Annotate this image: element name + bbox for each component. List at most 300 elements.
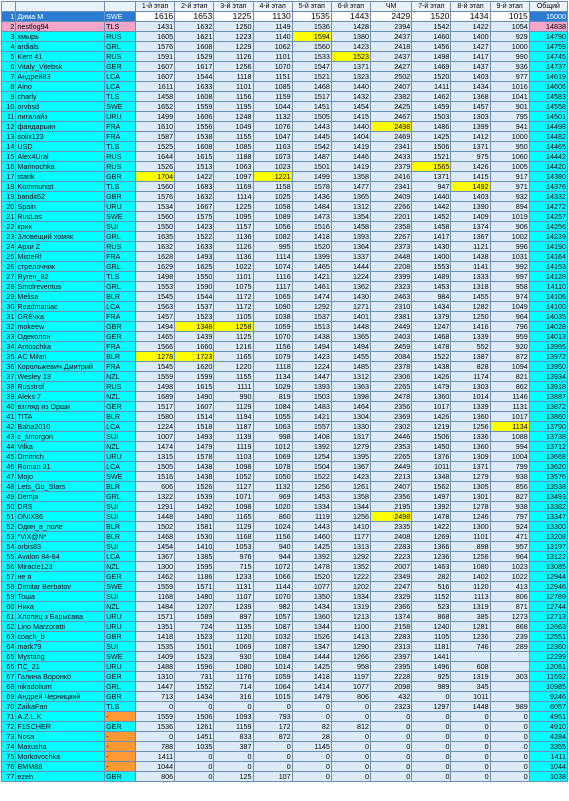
stage-score-cell: 1505: [292, 112, 331, 122]
rank-cell: 77: [2, 772, 16, 782]
stage-score-cell: 940: [253, 542, 292, 552]
total-score-cell: 12946: [529, 582, 567, 592]
stage-score-cell: 1256: [451, 422, 490, 432]
stage-score-cell: 1371: [331, 62, 370, 72]
player-name-cell: MisteR!: [16, 252, 105, 262]
stage-score-cell: 1025: [253, 192, 292, 202]
stage-score-cell: 1035: [175, 742, 214, 752]
stage-score-cell: 1535: [292, 12, 331, 22]
stage-score-cell: 2397: [371, 652, 412, 662]
rank-cell: 8: [2, 82, 16, 92]
stage-score-cell: 1447: [292, 372, 331, 382]
stage-score-cell: 1278: [136, 352, 175, 362]
stage-score-cell: 1060: [490, 152, 529, 162]
stage-score-cell: 868: [412, 612, 451, 622]
stage-score-cell: 1097: [214, 172, 253, 182]
stage-score-cell: 1221: [253, 172, 292, 182]
table-row: [2, 212, 568, 222]
stage-score-cell: 1553: [412, 262, 451, 272]
country-cell: URU: [105, 452, 136, 462]
total-score-cell: 13347: [529, 512, 567, 522]
stage-score-cell: 1479: [412, 382, 451, 392]
player-name-cell: Dmitrich: [16, 452, 105, 462]
stage-score-cell: 1499: [136, 112, 175, 122]
stage-score-cell: 1015: [253, 692, 292, 702]
stage-score-cell: 1344: [292, 622, 331, 632]
stage-score-cell: 1550: [175, 272, 214, 282]
stage-score-cell: 1247: [412, 322, 451, 332]
stage-score-cell: 1452: [412, 212, 451, 222]
stage-score-cell: 1496: [412, 662, 451, 672]
stage-score-cell: 1451: [175, 732, 214, 742]
stage-score-cell: 1354: [331, 212, 370, 222]
column-header: 8-й этап: [451, 2, 490, 12]
stage-score-cell: 1608: [175, 42, 214, 52]
total-score-cell: 14332: [529, 192, 567, 202]
player-name-cell: Mojo: [16, 472, 105, 482]
stage-score-cell: 1478: [292, 562, 331, 572]
stage-score-cell: 1565: [412, 162, 451, 172]
total-score-cell: 13995: [529, 342, 567, 352]
stage-score-cell: 1250: [451, 312, 490, 322]
total-score-cell: 14745: [529, 52, 567, 62]
stage-score-cell: 0: [412, 742, 451, 752]
stage-score-cell: 1443: [292, 122, 331, 132]
stage-score-cell: 1423: [175, 222, 214, 232]
stage-score-cell: 1132: [253, 112, 292, 122]
total-score-cell: 14190: [529, 242, 567, 252]
stage-score-cell: 1427: [451, 42, 490, 52]
country-cell: BLR: [105, 412, 136, 422]
table-row: [2, 422, 568, 432]
stage-score-cell: 1400: [451, 32, 490, 42]
stage-score-cell: 1441: [412, 652, 451, 662]
stage-score-cell: 0: [253, 742, 292, 752]
stage-score-cell: 1177: [331, 532, 370, 542]
total-score-cell: 12299: [529, 652, 567, 662]
stage-score-cell: 938: [490, 472, 529, 482]
stage-score-cell: 1430: [331, 292, 370, 302]
table-row: [2, 102, 568, 112]
stage-score-cell: 1002: [490, 232, 529, 242]
rank-cell: 25: [2, 252, 16, 262]
table-row: [2, 32, 568, 42]
stage-score-cell: 1446: [331, 152, 370, 162]
stage-score-cell: 0: [451, 772, 490, 782]
stage-score-cell: 992: [490, 262, 529, 272]
stage-score-cell: [490, 662, 529, 672]
country-cell: SWE: [105, 652, 136, 662]
stage-score-cell: 1292: [292, 302, 331, 312]
stage-score-cell: 2449: [371, 322, 412, 332]
rank-cell: 37: [2, 372, 16, 382]
country-cell: URU: [105, 612, 136, 622]
stage-score-cell: 1477: [331, 182, 370, 192]
stage-score-cell: 1488: [136, 662, 175, 672]
player-name-cell: mark79: [16, 642, 105, 652]
rank-cell: 69: [2, 692, 16, 702]
stage-score-cell: 1348: [175, 322, 214, 332]
country-cell: GRL: [105, 282, 136, 292]
country-cell: TLS: [105, 92, 136, 102]
stage-score-cell: 1434: [451, 82, 490, 92]
country-cell: TLS: [105, 22, 136, 32]
total-score-cell: 9246: [529, 692, 567, 702]
stage-score-cell: 1599: [175, 372, 214, 382]
stage-score-cell: 1683: [175, 182, 214, 192]
stage-score-cell: 2302: [371, 422, 412, 432]
stage-score-cell: 2349: [371, 572, 412, 582]
stage-score-cell: 1151: [253, 72, 292, 82]
stage-score-cell: 1489: [412, 272, 451, 282]
stage-score-cell: 1041: [490, 92, 529, 102]
total-score-cell: 13738: [529, 432, 567, 442]
stage-score-cell: 1410: [331, 522, 370, 532]
stage-score-cell: 1560: [136, 182, 175, 192]
stage-score-cell: 2306: [371, 372, 412, 382]
stage-score-cell: 1187: [214, 422, 253, 432]
stage-score-cell: 1121: [451, 242, 490, 252]
total-score-cell: 13208: [529, 532, 567, 542]
player-name-cell: Зловещий хомяк: [16, 232, 105, 242]
stage-score-cell: 1379: [412, 312, 451, 322]
stage-score-cell: 1537: [175, 302, 214, 312]
stage-score-cell: 1652: [136, 102, 175, 112]
country-cell: GBR: [105, 322, 136, 332]
player-name-cell: DRS: [16, 502, 105, 512]
stage-score-cell: 1256: [292, 482, 331, 492]
stage-score-cell: 2469: [371, 132, 412, 142]
stage-score-cell: 1114: [214, 192, 253, 202]
stage-score-cell: 1131: [214, 582, 253, 592]
stage-score-cell: 2247: [371, 582, 412, 592]
stage-score-cell: 1580: [136, 412, 175, 422]
stage-score-cell: [490, 682, 529, 692]
stage-score-cell: 1418: [136, 632, 175, 642]
stage-score-cell: 1533: [292, 52, 331, 62]
stage-score-cell: 1552: [175, 682, 214, 692]
country-cell: FRA: [105, 252, 136, 262]
stage-score-cell: 1181: [412, 642, 451, 652]
stage-score-cell: 1256: [331, 512, 370, 522]
stage-score-cell: 1168: [136, 592, 175, 602]
stage-score-cell: 1007: [136, 432, 175, 442]
stage-score-cell: 1615: [175, 382, 214, 392]
stage-score-cell: 2418: [371, 42, 412, 52]
table-row: [2, 732, 568, 742]
stage-score-cell: 1152: [412, 592, 451, 602]
stage-score-cell: 1129: [214, 522, 253, 532]
total-score-cell: 13538: [529, 482, 567, 492]
stage-score-cell: 1374: [451, 222, 490, 232]
stage-score-cell: 1498: [136, 382, 175, 392]
stage-score-cell: 1163: [253, 142, 292, 152]
stage-score-cell: 1456: [412, 42, 451, 52]
player-name-cell: coach_b: [16, 632, 105, 642]
stage-score-cell: 989: [490, 702, 529, 712]
stage-score-cell: 1458: [331, 222, 370, 232]
country-cell: GER: [105, 722, 136, 732]
table-row: [2, 202, 568, 212]
rank-cell: 56: [2, 562, 16, 572]
player-name-cell: Readmaniac: [16, 302, 105, 312]
stage-score-cell: 788: [136, 742, 175, 752]
stage-score-cell: 1323: [331, 72, 370, 82]
stage-score-cell: 828: [451, 362, 490, 372]
stage-score-cell: 2498: [371, 512, 412, 522]
rank-cell: 58: [2, 582, 16, 592]
stage-score-cell: 1423: [292, 352, 331, 362]
rank-cell: 52: [2, 522, 16, 532]
stage-score-cell: 1438: [292, 332, 331, 342]
stage-score-cell: 1105: [412, 632, 451, 642]
stage-score-cell: 0: [371, 742, 412, 752]
stage-score-cell: 1070: [253, 332, 292, 342]
stage-score-cell: 1723: [175, 352, 214, 362]
player-name-cell: Хлопец з Барысава: [16, 612, 105, 622]
stage-score-cell: 1422: [175, 172, 214, 182]
stage-score-cell: 1395: [331, 452, 370, 462]
stage-score-cell: 1497: [412, 492, 451, 502]
stage-score-cell: 1411: [136, 752, 175, 762]
rank-cell: 27: [2, 272, 16, 282]
stage-score-cell: 1319: [451, 672, 490, 682]
stage-score-cell: 860: [253, 512, 292, 522]
stage-score-cell: 1111: [214, 382, 253, 392]
stage-score-cell: 1484: [136, 602, 175, 612]
stage-score-cell: 964: [490, 312, 529, 322]
stage-score-cell: 1140: [253, 32, 292, 42]
stage-score-cell: 1629: [136, 262, 175, 272]
table-row: [2, 352, 568, 362]
stage-score-cell: 1457: [136, 312, 175, 322]
stage-score-cell: 1069: [214, 642, 253, 652]
stage-score-cell: 1474: [136, 442, 175, 452]
stage-score-cell: 1422: [412, 522, 451, 532]
rank-cell: 60: [2, 602, 16, 612]
stage-score-cell: 1463: [412, 562, 451, 572]
stage-score-cell: 2378: [371, 362, 412, 372]
rank-cell: 47: [2, 472, 16, 482]
country-cell: LCA: [105, 422, 136, 432]
stage-score-cell: 471: [490, 532, 529, 542]
stage-score-cell: 2379: [371, 162, 412, 172]
player-name-cell: Antoschka: [16, 342, 105, 352]
stage-score-cell: 1537: [292, 312, 331, 322]
rank-cell: 61: [2, 612, 16, 622]
stage-score-cell: 1633: [175, 242, 214, 252]
total-score-cell: 13934: [529, 372, 567, 382]
table-row: [2, 522, 568, 532]
stage-score-cell: 1530: [175, 532, 214, 542]
stage-score-cell: 1660: [175, 342, 214, 352]
stage-score-cell: 795: [490, 112, 529, 122]
stage-score-cell: 0: [331, 752, 370, 762]
stage-score-cell: 871: [490, 602, 529, 612]
rank-cell: 15: [2, 152, 16, 162]
stage-score-cell: 1066: [253, 572, 292, 582]
table-row: [2, 372, 568, 382]
player-name-cell: solix123: [16, 132, 105, 142]
rank-cell: 73: [2, 732, 16, 742]
total-score-cell: 14128: [529, 272, 567, 282]
stage-score-cell: 1542: [292, 142, 331, 152]
stage-score-cell: 1250: [214, 22, 253, 32]
stage-score-cell: 1403: [451, 192, 490, 202]
player-name-cell: ardials: [16, 42, 105, 52]
stage-score-cell: 1392: [412, 502, 451, 512]
column-header: 4-й этап: [253, 2, 292, 12]
stage-score-cell: 606: [136, 482, 175, 492]
stage-score-cell: 1625: [175, 262, 214, 272]
stage-score-cell: 984: [412, 292, 451, 302]
total-score-cell: 14759: [529, 42, 567, 52]
player-name-cell: Maxusha: [16, 742, 105, 752]
rank-cell: 1: [2, 12, 16, 22]
stage-score-cell: 523: [412, 602, 451, 612]
country-cell: TLS: [105, 142, 136, 152]
player-name-cell: Nosa: [16, 732, 105, 742]
stage-score-cell: 982: [253, 602, 292, 612]
stage-score-cell: 1371: [451, 462, 490, 472]
player-name-cell: Андрей Черницкий: [16, 692, 105, 702]
stage-score-cell: 894: [490, 202, 529, 212]
rank-cell: 55: [2, 552, 16, 562]
stage-score-cell: 1480: [175, 592, 214, 602]
stage-score-cell: 0: [371, 772, 412, 782]
country-cell: NZL: [105, 562, 136, 572]
stage-score-cell: 1483: [292, 402, 331, 412]
rank-cell: 18: [2, 182, 16, 192]
player-name-cell: Один_в_поле: [16, 522, 105, 532]
stage-score-cell: 997: [490, 272, 529, 282]
stage-score-cell: 2213: [371, 472, 412, 482]
stage-score-cell: 1155: [214, 132, 253, 142]
stage-score-cell: 1271: [331, 302, 370, 312]
stage-score-cell: 1155: [214, 372, 253, 382]
total-score-cell: 13300: [529, 522, 567, 532]
stage-score-cell: 1256: [451, 552, 490, 562]
stage-score-cell: 1014: [451, 392, 490, 402]
stage-score-cell: 1087: [253, 642, 292, 652]
country-cell: TLS: [105, 182, 136, 192]
stage-score-cell: 1494: [331, 342, 370, 352]
stage-score-cell: 1049: [490, 302, 529, 312]
standings-body: [2, 12, 568, 782]
stage-score-cell: 1011: [412, 462, 451, 472]
column-header: 5-й этап: [292, 2, 331, 12]
stage-score-cell: 1070: [253, 592, 292, 602]
stage-score-cell: 1465: [136, 332, 175, 342]
column-header: ЧМ: [371, 2, 412, 12]
stage-score-cell: 1072: [253, 562, 292, 572]
player-name-cell: Vitaly_Vitebsk: [16, 62, 105, 72]
player-name-cell: Lino Marzoratti: [16, 622, 105, 632]
stage-score-cell: 1172: [214, 292, 253, 302]
total-score-cell: 12789: [529, 592, 567, 602]
rank-cell: 36: [2, 362, 16, 372]
stage-score-cell: 1438: [175, 462, 214, 472]
stage-score-cell: 1309: [451, 452, 490, 462]
stage-score-cell: 1451: [292, 102, 331, 112]
rank-cell: 51: [2, 512, 16, 522]
stage-score-cell: 1426: [412, 372, 451, 382]
stage-score-cell: 1120: [451, 582, 490, 592]
stage-score-cell: 856: [490, 482, 529, 492]
stage-score-cell: 1087: [253, 622, 292, 632]
stage-score-cell: 1517: [292, 92, 331, 102]
total-score-cell: 14376: [529, 182, 567, 192]
stage-score-cell: 0: [331, 742, 370, 752]
stage-score-cell: 1300: [451, 522, 490, 532]
stage-score-cell: 1085: [214, 142, 253, 152]
stage-score-cell: 2382: [371, 92, 412, 102]
stage-score-cell: 1016: [490, 82, 529, 92]
header-row: [2, 2, 568, 12]
table-row: [2, 442, 568, 452]
stage-score-cell: 1000: [490, 42, 529, 52]
country-cell: RUS: [105, 52, 136, 62]
rank-cell: 30: [2, 302, 16, 312]
table-row: [2, 62, 568, 72]
stage-score-cell: 125: [214, 772, 253, 782]
stage-score-cell: [490, 652, 529, 662]
stage-score-cell: 1101: [214, 272, 253, 282]
stage-score-cell: 0: [136, 702, 175, 712]
stage-score-cell: 1225: [214, 202, 253, 212]
player-name-cell: Mystang: [16, 652, 105, 662]
stage-score-cell: 2158: [371, 622, 412, 632]
stage-score-cell: 1176: [214, 672, 253, 682]
total-score-cell: 13860: [529, 412, 567, 422]
stage-score-cell: 0: [292, 752, 331, 762]
stage-score-cell: 1222: [331, 572, 370, 582]
stage-score-cell: 1444: [331, 262, 370, 272]
player-name-cell: хмырь: [16, 32, 105, 42]
total-score-cell: 12663: [529, 622, 567, 632]
stage-score-cell: 1539: [175, 492, 214, 502]
column-header: [2, 2, 16, 12]
stage-score-cell: 1417: [412, 232, 451, 242]
stage-score-cell: 1438: [175, 472, 214, 482]
country-cell: GRL: [105, 682, 136, 692]
stage-score-cell: 797: [490, 512, 529, 522]
table-row: [2, 412, 568, 422]
stage-score-cell: 1479: [292, 692, 331, 702]
country-cell: GER: [105, 332, 136, 342]
player-name-cell: ПС_21: [16, 662, 105, 672]
stage-score-cell: 1399: [451, 122, 490, 132]
stage-score-cell: 0: [331, 712, 370, 722]
stage-score-cell: 1393: [331, 232, 370, 242]
stage-score-cell: 1101: [451, 532, 490, 542]
player-name-cell: Baha2010: [16, 422, 105, 432]
table-row: [2, 662, 568, 672]
stage-score-cell: 2399: [371, 272, 412, 282]
country-cell: SUI: [105, 592, 136, 602]
player-name-cell: Miracle123: [16, 562, 105, 572]
stage-score-cell: 1439: [175, 332, 214, 342]
stage-score-cell: 1545: [136, 362, 175, 372]
stage-score-cell: 1415: [331, 112, 370, 122]
stage-score-cell: 1457: [451, 102, 490, 112]
stage-score-cell: 1158: [253, 182, 292, 192]
country-cell: RUS: [105, 152, 136, 162]
table-row: [2, 462, 568, 472]
stage-score-cell: 1336: [451, 432, 490, 442]
stage-score-cell: 821: [490, 372, 529, 382]
total-score-cell: 13668: [529, 452, 567, 462]
